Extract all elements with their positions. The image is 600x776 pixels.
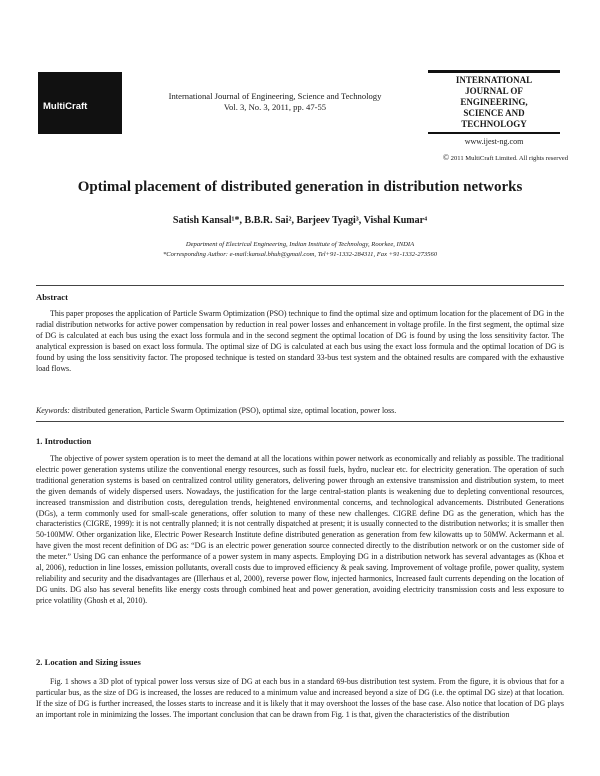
author-affiliation <box>0 240 600 260</box>
paper-authors: Satish Kansal¹*, B.B.R. Sai², Barjeev Tyagi³, Vishal Kumar⁴ <box>172 215 428 226</box>
abstract-heading: Abstract <box>36 292 68 302</box>
copyright-icon: © <box>442 153 450 162</box>
box-bottom-rule <box>428 132 560 134</box>
copyright-notice <box>408 153 568 162</box>
keywords-label: Keywords: <box>36 406 70 415</box>
box-line: SCIENCE AND <box>463 108 525 118</box>
box-line: JOURNAL OF <box>465 86 523 96</box>
journal-url[interactable]: www.ijest-ng.com <box>464 137 524 146</box>
journal-name: International Journal of Engineering, Science and Technology <box>168 91 382 101</box>
corresponding-author: *Corresponding Author: e-mail:kansal.bhuh@gmail.com, Tel+91-1332-284311, Fax +91-1332-273560 <box>162 251 438 258</box>
journal-title-box <box>428 70 560 146</box>
abstract-bottom-rule <box>36 421 564 422</box>
logo-text: MultiCraft <box>43 100 88 112</box>
copyright-text: 2011 MultiCraft Limited. All rights reserved <box>450 155 568 162</box>
box-line: INTERNATIONAL <box>455 75 533 85</box>
keywords-text: distributed generation, Particle Swarm Optimization (PSO), optimal size, optimal location, power loss. <box>71 406 397 415</box>
location-sizing-heading: 2. Location and Sizing issues <box>36 657 141 667</box>
intro-heading: 1. Introduction <box>36 436 92 446</box>
abstract-top-rule <box>36 285 564 286</box>
paper-title: Optimal placement of distributed generation in distribution networks <box>77 179 523 195</box>
journal-info <box>130 91 420 113</box>
affiliation-line: Department of Electrical Engineering, Indian Institute of Technology, Roorkee, INDIA <box>185 241 415 248</box>
intro-text: The objective of power system operation is to meet the demand at all the locations within power network as economically and reliably as possible. The traditional electric power generation systems utilize the conventional energy resources, such as fossil fuels, hydro, nuclear etc. for electricity generation. The operation of such traditional generation systems is based on centralized control utility generators, delivering power through an extensive transmission and distribution system, to meet the given demands of widely dispersed users. Nowadays, the justification for the large central-station plants is weakening due to depleting conventional resources, increased transmission and distribution costs, deregulation trends, heightened environmental concerns, and technological advancements. Distributed Generations (DGs), a term commonly used for small-scale generations, offer solution to many of these new challenges. CIGRE define DG as the generation, which has the characteristics (CIGRE, 1999): it is not centrally planned; it is not centrally dispatched at present; it is usually connected to the distribution networks; it is smaller then 50-100MW. Other organization like, Electric Power Research Institute define distributed generation as generation from few kilowatts up to 50MW. Ackermann et al. have given the most recent definition of DG as: “DG is an electric power generation source connected directly to the distribution network or on the customer side of the meter.” Using DG can enhance the performance of a power system in many aspects. Employing DG in a distribution network has several advantages as (Khoa et al, 2006), reduction in line losses, emission pollutants, overall costs due to improved efficiency & peak saving. Improvement of voltage profile, power quality, system reliability and security and the disadvantages are (Illerhaus et al, 2000), reverse power flow, injected harmonics, Increased fault currents depending on the location of DG units. DG also has several benefits like energy costs through combined heat and power generation, avoiding electricity transmission costs and less exposure to price volatility (Ghosh et al, 2010). <box>36 454 564 605</box>
box-line: ENGINEERING, <box>460 97 528 107</box>
multicraft-logo <box>38 72 122 134</box>
journal-box-title <box>428 73 560 132</box>
location-sizing-text: Fig. 1 shows a 3D plot of typical power loss versus size of DG at each bus in a standard 69-bus distribution test system. From the figure, it is obvious that for a particular bus, as the size of DG is increased, the losses are reduced to a minimum value and increased beyond a size of DG (i.e. the optimal DG size) at that location. If the size of DG is further increased, the losses starts to increase and it is likely that it may overshoot the losses of the base case. Also notice that location of DG plays an important role in minimizing the losses. The important conclusion that can be drawn from Fig. 1 is that, given the characteristics of the distribution <box>36 677 564 719</box>
journal-volume: Vol. 3, No. 3, 2011, pp. 47-55 <box>223 102 327 112</box>
keywords <box>36 406 564 417</box>
box-line: TECHNOLOGY <box>461 119 527 129</box>
abstract-text: This paper proposes the application of Particle Swarm Optimization (PSO) technique to find the optimal size and optimum location for the placement of DG in the radial distribution networks for active power compensation by reduction in real power losses and enhancement in voltage profile. In the first segment, the optimal size of DG is calculated at each bus using the exact loss formula and in the second segment the optimal location of DG is found by using the loss sensitivity factor. The analytical expression is based on exact loss formula. The optimal size of DG is calculated at each bus using the exact loss formula and the optimal location of DG is found by using the loss sensitivity factor. The proposed technique is tested on standard 33-bus test system and the obtained results are compared with the exhaustive load flows. <box>36 309 564 373</box>
